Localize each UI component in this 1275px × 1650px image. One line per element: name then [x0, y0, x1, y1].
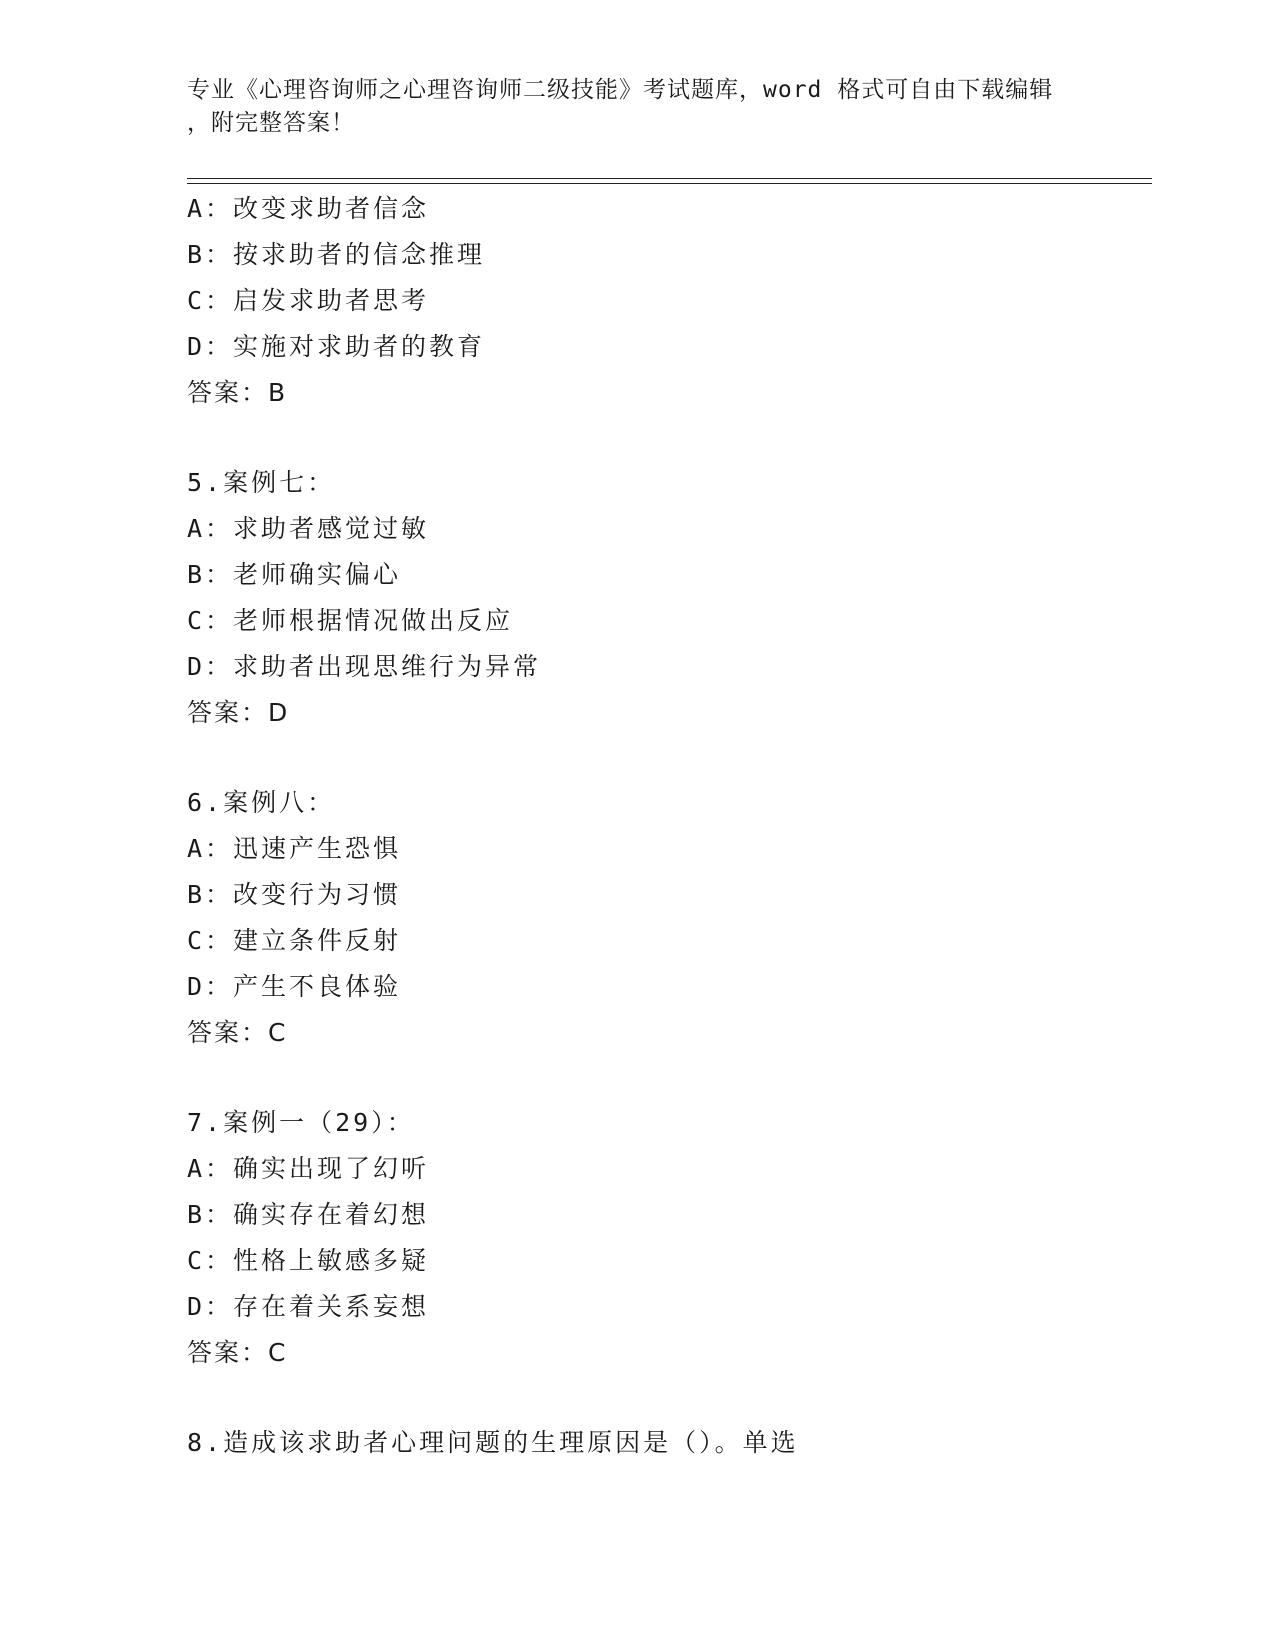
- spacer: [187, 416, 1147, 460]
- answer-line: 答案：C: [187, 1338, 288, 1367]
- spacer: [187, 1376, 1147, 1420]
- question-8-block: [187, 1420, 1147, 1466]
- option-d: D：存在着关系妄想: [187, 1292, 430, 1321]
- document-header: [187, 74, 1067, 140]
- question-title: 5.案例七：: [187, 468, 336, 497]
- option-c: C：建立条件反射: [187, 926, 402, 955]
- option-b: B：按求助者的信念推理: [187, 240, 486, 269]
- spacer: [187, 1056, 1147, 1100]
- question-4-block: [187, 186, 1147, 416]
- option-d: D：实施对求助者的教育: [187, 332, 486, 361]
- option-a: A：改变求助者信念: [187, 194, 430, 223]
- option-d: D：求助者出现思维行为异常: [187, 652, 542, 681]
- option-b: B：确实存在着幻想: [187, 1200, 430, 1229]
- question-title: 6.案例八：: [187, 788, 336, 817]
- option-a: A：确实出现了幻听: [187, 1154, 430, 1183]
- question-7-block: [187, 1100, 1147, 1376]
- header-divider-bottom: [187, 183, 1152, 184]
- answer-line: 答案：D: [187, 698, 290, 727]
- header-title-continuation: ，附完整答案！: [187, 110, 355, 136]
- question-list: [187, 186, 1147, 1466]
- option-b: B：老师确实偏心: [187, 560, 402, 589]
- question-title: 7.案例一（29）：: [187, 1108, 415, 1137]
- option-c: C：性格上敏感多疑: [187, 1246, 430, 1275]
- option-c: C：启发求助者思考: [187, 286, 430, 315]
- option-c: C：老师根据情况做出反应: [187, 606, 514, 635]
- question-6-block: [187, 780, 1147, 1056]
- answer-line: 答案：B: [187, 378, 288, 407]
- option-a: A：求助者感觉过敏: [187, 514, 430, 543]
- question-title: 8.造成该求助者心理问题的生理原因是（）。单选: [187, 1428, 799, 1457]
- question-5-block: [187, 460, 1147, 736]
- answer-line: 答案：C: [187, 1018, 288, 1047]
- option-d: D：产生不良体验: [187, 972, 402, 1001]
- spacer: [187, 736, 1147, 780]
- header-divider-top: [187, 178, 1152, 179]
- option-a: A：迅速产生恐惧: [187, 834, 402, 863]
- option-b: B：改变行为习惯: [187, 880, 402, 909]
- header-title-line: 专业《心理咨询师之心理咨询师二级技能》考试题库，word 格式可自由下载编辑: [187, 77, 1054, 103]
